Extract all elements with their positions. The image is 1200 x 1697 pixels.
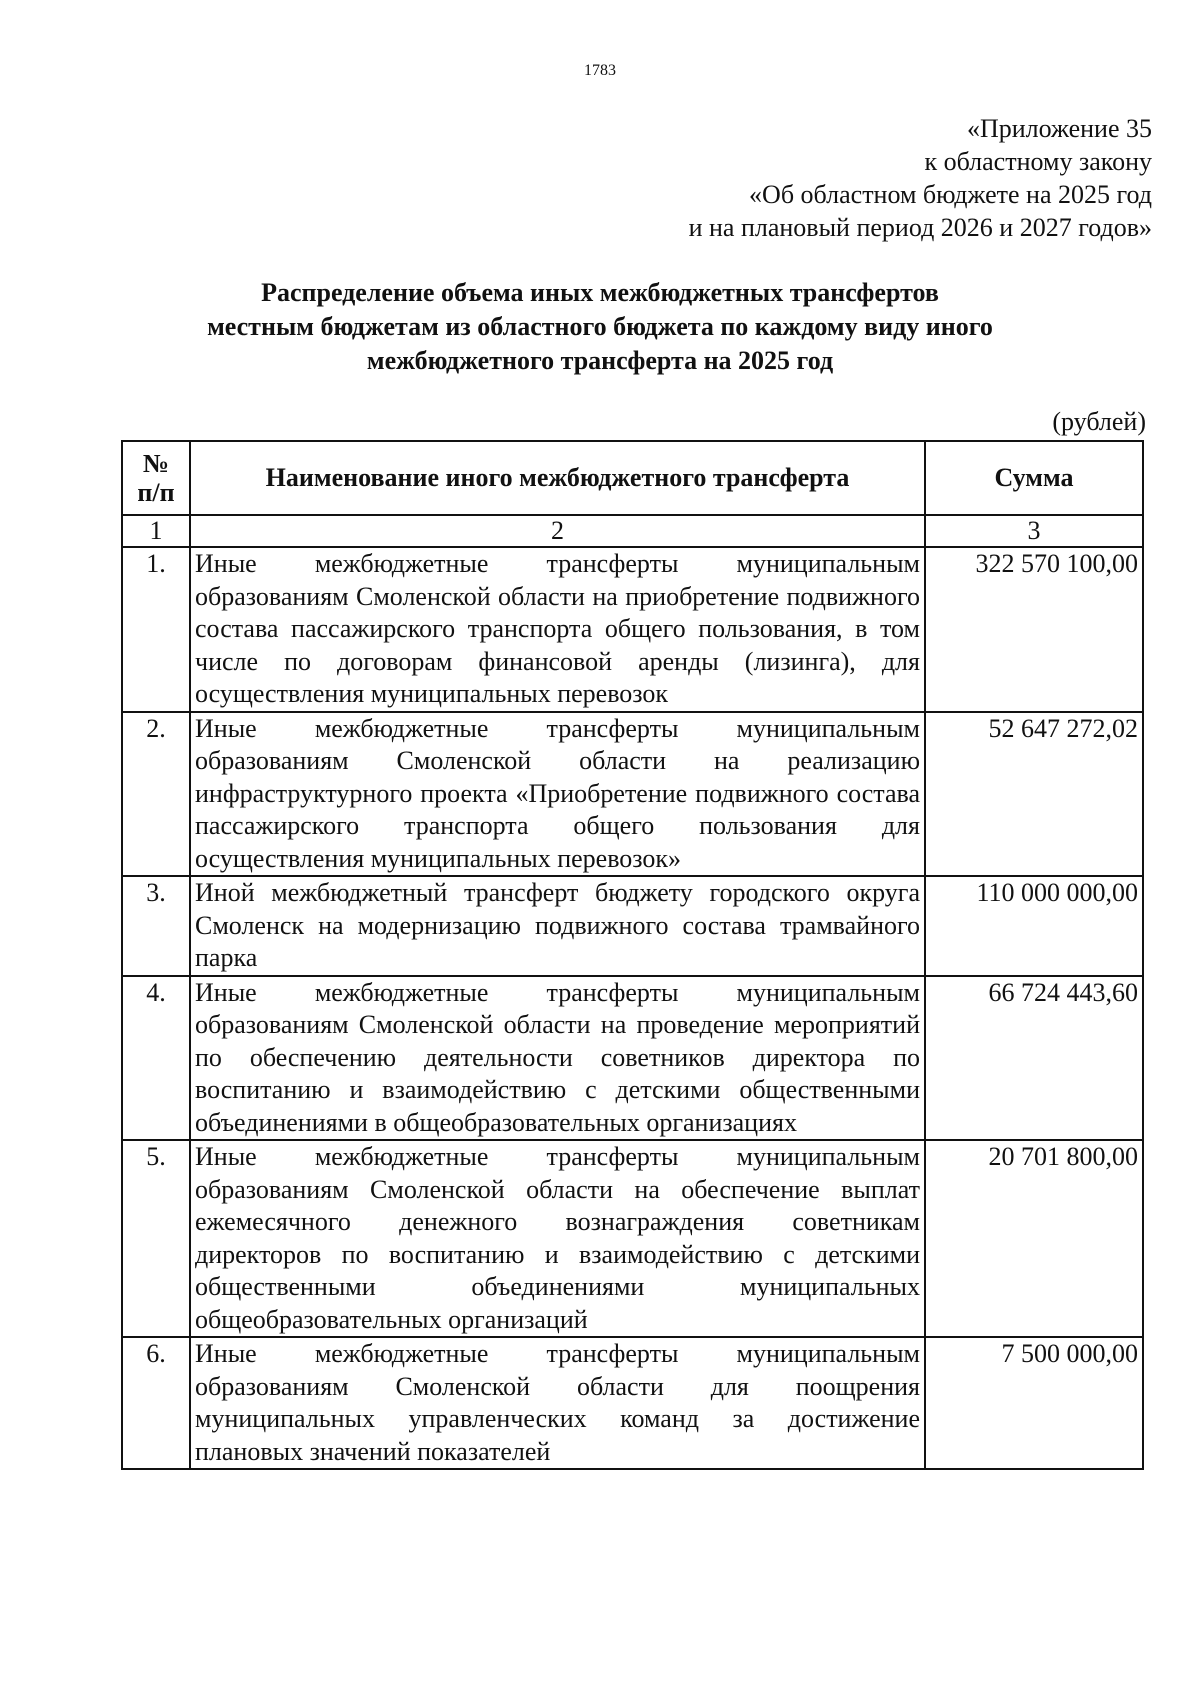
table-header-row	[122, 441, 1143, 515]
appendix-line: «Об областном бюджете на 2025 год	[749, 180, 1152, 209]
appendix-line: и на плановый период 2026 и 2027 годов»	[688, 213, 1152, 242]
transfers-table	[121, 440, 1144, 1470]
row-number: 1.	[122, 547, 190, 712]
header-number-abbr: п/п	[137, 478, 175, 507]
transfer-sum: 20 701 800,00	[925, 1140, 1143, 1337]
transfer-sum: 52 647 272,02	[925, 712, 1143, 877]
appendix-line: к областному закону	[924, 147, 1152, 176]
transfer-sum: 7 500 000,00	[925, 1337, 1143, 1469]
column-index: 3	[925, 515, 1143, 547]
table-row	[122, 876, 1143, 976]
transfer-sum: 322 570 100,00	[925, 547, 1143, 712]
row-number: 2.	[122, 712, 190, 877]
transfer-name: Иной межбюджетный трансферт бюджету городского округа Смоленск на модернизацию подвижного состава трамвайного парка	[190, 876, 925, 976]
transfer-name: Иные межбюджетные трансферты муниципальным образованиям Смоленской области для поощрения муниципальных управленческих команд за достижение плановых значений показателей	[190, 1337, 925, 1469]
row-number: 4.	[122, 976, 190, 1141]
table-row	[122, 1337, 1143, 1469]
header-name: Наименование иного межбюджетного трансферта	[190, 441, 925, 515]
document-title	[0, 276, 1200, 378]
transfer-name: Иные межбюджетные трансферты муниципальным образованиям Смоленской области на приобретение подвижного состава пассажирского транспорта общего пользования, в том числе по договорам финансовой аренды (лизинга), для осуществления муниципальных перевозок	[190, 547, 925, 712]
appendix-line: «Приложение 35	[966, 114, 1152, 143]
transfer-sum: 66 724 443,60	[925, 976, 1143, 1141]
transfer-name: Иные межбюджетные трансферты муниципальным образованиям Смоленской области на реализацию инфраструктурного проекта «Приобретение подвижного состава пассажирского транспорта общего пользования для осуществления муниципальных перевозок»	[190, 712, 925, 877]
column-index: 2	[190, 515, 925, 547]
column-index-row	[122, 515, 1143, 547]
row-number: 6.	[122, 1337, 190, 1469]
title-line: местным бюджетам из областного бюджета по каждому виду иного	[207, 312, 993, 341]
table-row	[122, 976, 1143, 1141]
row-number: 5.	[122, 1140, 190, 1337]
table-row	[122, 712, 1143, 877]
table-row	[122, 547, 1143, 712]
transfer-sum: 110 000 000,00	[925, 876, 1143, 976]
title-line: межбюджетного трансферта на 2025 год	[366, 346, 834, 375]
appendix-reference	[689, 112, 1152, 244]
column-index: 1	[122, 515, 190, 547]
transfer-name: Иные межбюджетные трансферты муниципальным образованиям Смоленской области на обеспечение выплат ежемесячного денежного вознаграждения советникам директоров по воспитанию и взаимодействию с детскими общественными объединениями муниципальных общеобразовательных организаций	[190, 1140, 925, 1337]
header-sum: Сумма	[925, 441, 1143, 515]
transfer-name: Иные межбюджетные трансферты муниципальным образованиям Смоленской области на проведение мероприятий по обеспечению деятельности советников директора по воспитанию и взаимодействию с детскими общественными объединениями в общеобразовательных организациях	[190, 976, 925, 1141]
row-number: 3.	[122, 876, 190, 976]
header-number	[122, 441, 190, 515]
title-line: Распределение объема иных межбюджетных трансфертов	[261, 278, 939, 307]
header-number-sign: №	[142, 449, 170, 478]
page-number: 1783	[584, 62, 616, 79]
table-row	[122, 1140, 1143, 1337]
units-label: (рублей)	[1052, 407, 1146, 436]
